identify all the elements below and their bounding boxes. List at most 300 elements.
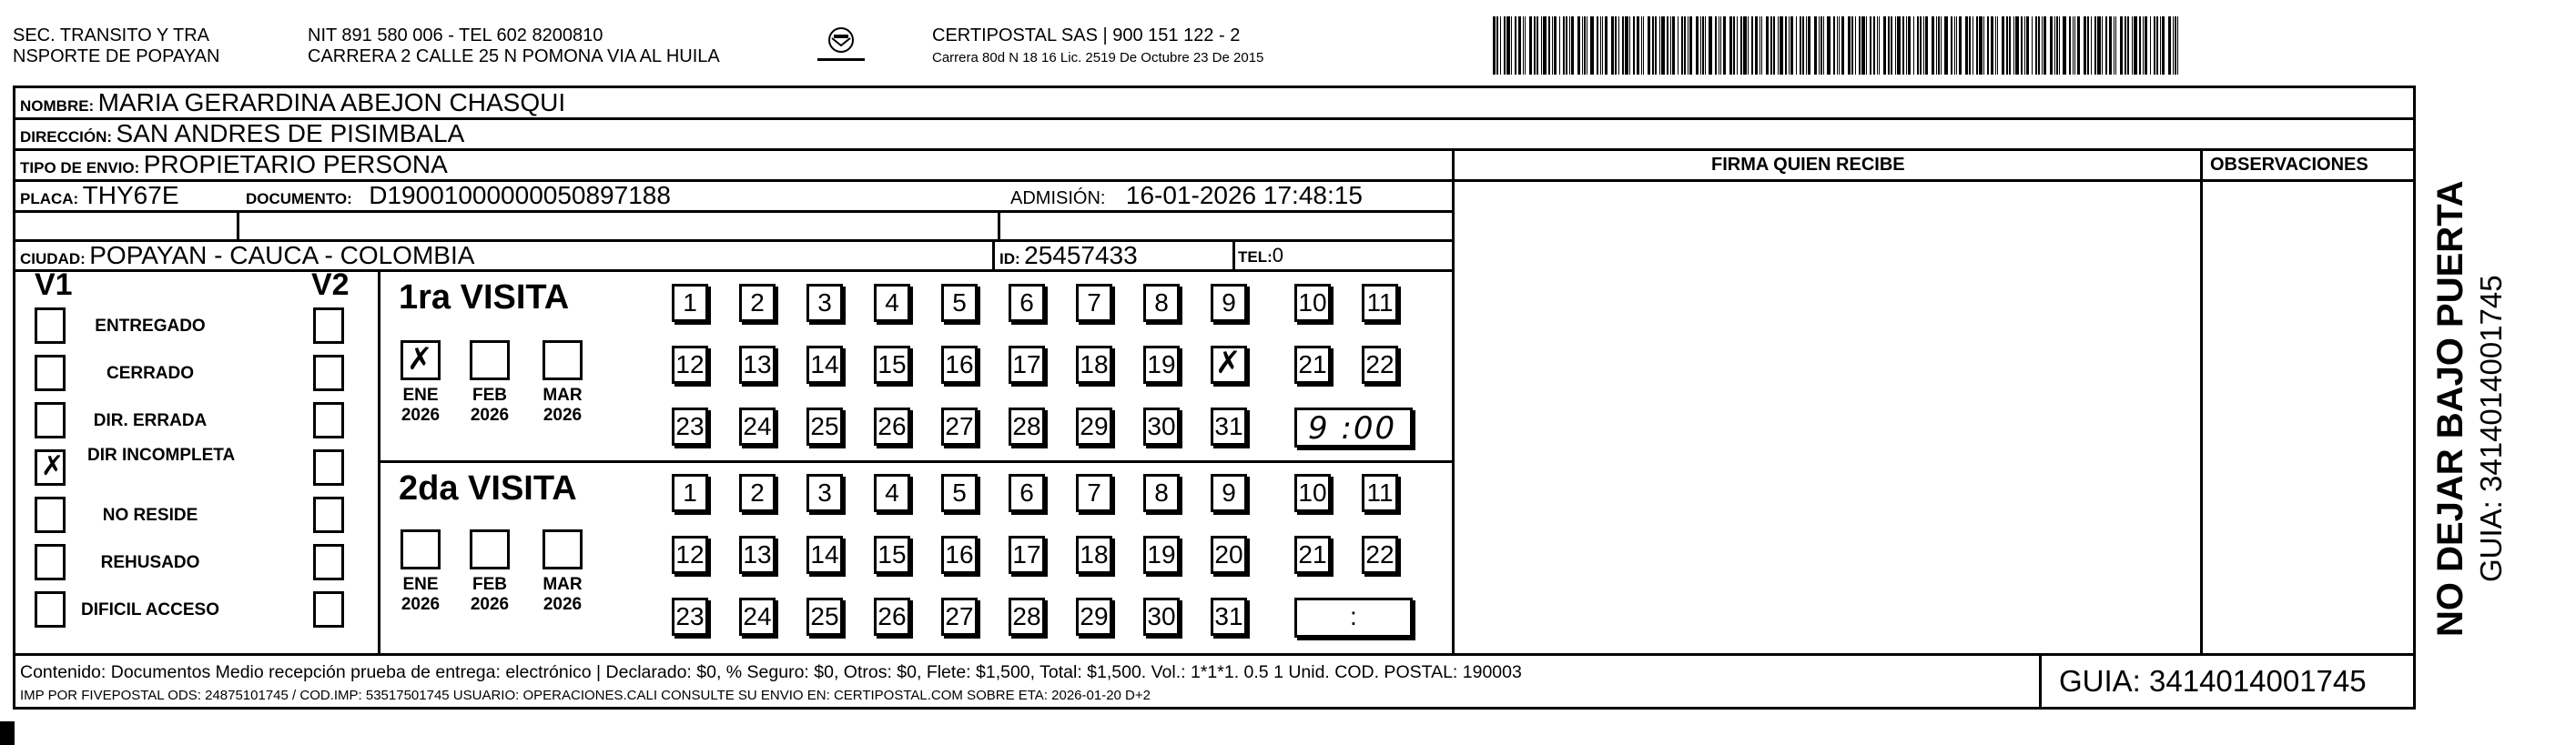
- barcode-bar: [1641, 16, 1642, 75]
- day-box-5[interactable]: 5: [941, 284, 978, 322]
- barcode-bar: [2024, 16, 2025, 75]
- day-box-6[interactable]: 6: [1009, 474, 1045, 512]
- barcode-bar: [1861, 16, 1865, 75]
- state-label: DIR INCOMPLETA: [87, 446, 236, 465]
- ciudad-value: POPAYAN - CAUCA - COLOMBIA: [89, 241, 475, 269]
- day-box-14[interactable]: 14: [806, 536, 843, 574]
- day-box-28[interactable]: 28: [1009, 598, 1045, 636]
- day-box-8[interactable]: 8: [1143, 284, 1180, 322]
- day-box-17[interactable]: 17: [1009, 536, 1045, 574]
- month-checkbox[interactable]: [543, 340, 583, 380]
- barcode-bar: [2173, 16, 2174, 75]
- day-box-12[interactable]: 12: [672, 536, 708, 574]
- barcode-bar: [1523, 16, 1524, 75]
- placa-label: PLACA:: [20, 190, 79, 207]
- day-box-5[interactable]: 5: [941, 474, 978, 512]
- state-label: DIR. ERRADA: [93, 411, 208, 430]
- day-box-12[interactable]: 12: [672, 346, 708, 384]
- barcode-bar: [1936, 16, 1937, 75]
- footer-divider: [13, 653, 2416, 656]
- barcode-bar: [1837, 16, 1838, 75]
- admision-row: [1010, 180, 1363, 216]
- barcode-bar: [1965, 16, 1968, 75]
- barcode-bar: [1839, 16, 1840, 75]
- barcode-bar: [1563, 16, 1565, 75]
- day-box-13[interactable]: 13: [739, 346, 776, 384]
- documento-row: [246, 180, 671, 216]
- tipo-value: PROPIETARIO PERSONA: [143, 150, 448, 178]
- barcode-bar: [1785, 16, 1787, 75]
- barcode-bar: [2145, 16, 2147, 75]
- barcode-bar: [1684, 16, 1686, 75]
- second-visit-time-box[interactable]: [1294, 598, 1413, 638]
- barcode-bar: [1672, 16, 1675, 75]
- barcode-bar: [1997, 16, 1998, 75]
- day-box-26[interactable]: 26: [874, 598, 910, 636]
- day-box-4[interactable]: 4: [874, 284, 910, 322]
- day-box-29[interactable]: 29: [1076, 598, 1112, 636]
- barcode-bar: [1602, 16, 1603, 75]
- barcode-bar: [1923, 16, 1924, 75]
- month-checkbox[interactable]: [401, 529, 441, 569]
- barcode-bar: [1582, 16, 1583, 75]
- barcode-bar: [1956, 16, 1957, 75]
- barcode-bar: [1661, 16, 1665, 75]
- day-box-9[interactable]: 9: [1211, 474, 1247, 512]
- year-label: 2026: [401, 406, 441, 425]
- barcode-bar: [1987, 16, 1989, 75]
- barcode-bar: [1897, 16, 1901, 75]
- barcode-bar: [1720, 16, 1721, 75]
- day-box-10[interactable]: 10: [1294, 474, 1331, 512]
- barcode-bar: [1938, 16, 1940, 75]
- barcode-bar: [2059, 16, 2060, 75]
- barcode-bar: [1688, 16, 1689, 75]
- barcode-bar: [1618, 16, 1619, 75]
- nombre-value: MARIA GERARDINA ABEJON CHASQUI: [97, 88, 566, 116]
- barcode-bar: [2162, 16, 2165, 75]
- col-divider: [998, 210, 1000, 241]
- id-value: 25457433: [1024, 241, 1138, 269]
- no-dejar-bajo-puerta: NO DEJAR BAJO PUERTA: [2430, 180, 2470, 637]
- first-visit-title: 1ra VISITA: [399, 278, 570, 317]
- barcode-bar: [1493, 16, 1496, 75]
- day-box-18[interactable]: 18: [1076, 536, 1112, 574]
- day-box-14[interactable]: 14: [806, 346, 843, 384]
- state-label: ENTREGADO: [95, 317, 206, 336]
- barcode-bar: [1559, 16, 1560, 75]
- barcode-bar: [1925, 16, 1928, 75]
- barcode-bar: [1515, 16, 1516, 75]
- month-checkbox[interactable]: [470, 529, 510, 569]
- day-box-24[interactable]: 24: [739, 408, 776, 446]
- barcode-bar: [2102, 16, 2103, 75]
- day-box-21[interactable]: 21: [1294, 346, 1331, 384]
- barcode-bar: [1715, 16, 1717, 75]
- barcode-bar: [1584, 16, 1586, 75]
- col-divider: [237, 210, 239, 241]
- day-box-4[interactable]: 4: [874, 474, 910, 512]
- barcode-bar: [1823, 16, 1824, 75]
- barcode-bar: [1806, 16, 1807, 75]
- barcode-bar: [2042, 16, 2043, 75]
- certipostal-logo-icon: [814, 24, 868, 65]
- barcode-bar: [1796, 16, 1797, 75]
- documento-label: DOCUMENTO:: [246, 190, 352, 207]
- edge-mark: [0, 721, 15, 745]
- barcode-bar: [1652, 16, 1654, 75]
- day-box-17[interactable]: 17: [1009, 346, 1045, 384]
- day-box-28[interactable]: 28: [1009, 408, 1045, 446]
- admision-value: 16-01-2026 17:48:15: [1125, 181, 1363, 209]
- barcode-bar: [2044, 16, 2046, 75]
- year-label: 2026: [470, 406, 510, 425]
- barcode-bar: [1995, 16, 1996, 75]
- barcode-bar: [1841, 16, 1844, 75]
- col-divider: [2200, 148, 2203, 655]
- month-checkbox[interactable]: [401, 340, 441, 380]
- barcode-bar: [1504, 16, 1506, 75]
- barcode-bar: [2143, 16, 2144, 75]
- barcode-bar: [2175, 16, 2176, 75]
- second-visit-title: 2da VISITA: [399, 469, 577, 508]
- barcode-bar: [1702, 16, 1704, 75]
- day-box-7[interactable]: 7: [1076, 284, 1112, 322]
- v2-checkbox[interactable]: [313, 544, 344, 580]
- barcode-bar: [1625, 16, 1628, 75]
- day-box-26[interactable]: 26: [874, 408, 910, 446]
- tel-label: TEL:: [1238, 248, 1273, 266]
- barcode-bar: [1643, 16, 1644, 75]
- barcode-bar: [2139, 16, 2141, 75]
- day-box-30[interactable]: 30: [1143, 598, 1180, 636]
- year-label: 2026: [470, 595, 510, 614]
- barcode-bar: [1983, 16, 1984, 75]
- v2-checkbox[interactable]: [313, 307, 344, 344]
- barcode-bar: [1851, 16, 1853, 75]
- barcode-bar: [2168, 16, 2171, 75]
- nit-line: NIT 891 580 006 - TEL 602 8200810: [308, 25, 603, 45]
- barcode-bar: [1908, 16, 1911, 75]
- day-box-1[interactable]: 1: [672, 284, 708, 322]
- barcode-bar: [1633, 16, 1635, 75]
- day-box-6[interactable]: 6: [1009, 284, 1045, 322]
- admision-label: ADMISIÓN:: [1010, 188, 1106, 208]
- barcode-bar: [1808, 16, 1810, 75]
- day-box-13[interactable]: 13: [739, 536, 776, 574]
- barcode-bar: [1913, 16, 1914, 75]
- barcode-bar: [1814, 16, 1817, 75]
- barcode-bar: [1655, 16, 1657, 75]
- state-label: REHUSADO: [100, 553, 200, 572]
- state-label: DIFICIL ACCESO: [80, 600, 219, 619]
- barcode-bar: [1689, 16, 1692, 75]
- barcode-bar: [1859, 16, 1861, 75]
- barcode-bar: [2050, 16, 2053, 75]
- barcode-bar: [1855, 16, 1856, 75]
- v2-checkbox[interactable]: [313, 402, 344, 438]
- day-check-mark: ✗: [1215, 345, 1242, 381]
- day-box-19[interactable]: 19: [1143, 346, 1180, 384]
- barcode-bar: [2154, 16, 2155, 75]
- documento-value: D19001000000050897188: [369, 181, 671, 209]
- barcode-bar: [2127, 16, 2129, 75]
- barcode-bar: [1637, 16, 1639, 75]
- barcode-bar: [1541, 16, 1542, 75]
- barcode-bar: [1748, 16, 1749, 75]
- barcode-bar: [2150, 16, 2151, 75]
- v1-label: V1: [35, 267, 73, 302]
- day-box-29[interactable]: 29: [1076, 408, 1112, 446]
- barcode-bar: [1571, 16, 1574, 75]
- barcode-bar: [1848, 16, 1851, 75]
- barcode-bar: [1659, 16, 1660, 75]
- barcode-bar: [1979, 16, 1983, 75]
- barcode-bar: [1954, 16, 1955, 75]
- barcode-bar: [2063, 16, 2066, 75]
- month-checkbox[interactable]: [543, 529, 583, 569]
- barcode-bar: [1605, 16, 1607, 75]
- barcode-bar: [2084, 16, 2086, 75]
- barcode-bar: [1536, 16, 1538, 75]
- barcode-bar: [1733, 16, 1735, 75]
- barcode-bar: [1866, 16, 1867, 75]
- barcode-bar: [2073, 16, 2074, 75]
- contenido-line: Contenido: Documentos Medio recepción prueba de entrega: electrónico | Declarado: $0, % Seguro: $0, Otros: $0, Flete: $1,500, Total: $1,500. Vol.: 1*1*1. 0.5 1 Unid. COD. POSTAL: 190003: [20, 662, 1522, 682]
- barcode-bar: [1548, 16, 1550, 75]
- barcode-bar: [2021, 16, 2023, 75]
- day-box-2[interactable]: 2: [739, 474, 776, 512]
- barcode-bar: [1597, 16, 1598, 75]
- ciudad-row: [20, 240, 474, 276]
- day-box-18[interactable]: 18: [1076, 346, 1112, 384]
- month-label: MAR: [543, 386, 583, 405]
- barcode-bar: [1729, 16, 1732, 75]
- day-box-25[interactable]: 25: [806, 598, 843, 636]
- id-label: ID:: [999, 250, 1020, 267]
- barcode-bar: [1611, 16, 1614, 75]
- visit-divider: [380, 460, 1455, 463]
- day-box-23[interactable]: 23: [672, 598, 708, 636]
- barcode-bar: [1902, 16, 1904, 75]
- barcode-bar: [1629, 16, 1630, 75]
- day-box-31[interactable]: 31: [1211, 408, 1247, 446]
- tel-value: 0: [1272, 244, 1284, 267]
- second-visit-time: :: [1350, 602, 1357, 630]
- day-box-11[interactable]: 11: [1362, 284, 1398, 322]
- barcode-bar: [1751, 16, 1753, 75]
- barcode-bar: [1761, 16, 1762, 75]
- placa-row: [20, 180, 179, 216]
- barcode-bar: [1820, 16, 1822, 75]
- barcode-bar: [1496, 16, 1498, 75]
- barcode-bar: [1976, 16, 1978, 75]
- barcode-bar: [1790, 16, 1793, 75]
- day-box-10[interactable]: 10: [1294, 284, 1331, 322]
- day-box-1[interactable]: 1: [672, 474, 708, 512]
- barcode-bar: [1920, 16, 1922, 75]
- year-label: 2026: [543, 406, 583, 425]
- barcode-bar: [1969, 16, 1971, 75]
- barcode-bar: [1917, 16, 1919, 75]
- barcode-bar: [1590, 16, 1594, 75]
- barcode-bar: [1506, 16, 1510, 75]
- month-label: FEB: [472, 386, 507, 405]
- barcode-bar: [1566, 16, 1567, 75]
- day-box-30[interactable]: 30: [1143, 408, 1180, 446]
- year-label: 2026: [401, 595, 441, 614]
- barcode-bar: [1622, 16, 1624, 75]
- month-check-mark: ✗: [407, 341, 433, 378]
- barcode-bar: [1773, 16, 1775, 75]
- v1-checkbox[interactable]: [35, 449, 66, 486]
- day-box-27[interactable]: 27: [941, 408, 978, 446]
- barcode-bar: [2094, 16, 2096, 75]
- edge-mark: [2558, 0, 2576, 73]
- barcode-bar: [1833, 16, 1835, 75]
- barcode-bar: [1959, 16, 1962, 75]
- barcode-bar: [1770, 16, 1772, 75]
- day-box-15[interactable]: 15: [874, 536, 910, 574]
- tel-row: [1238, 240, 1283, 274]
- day-box-22[interactable]: 22: [1362, 536, 1398, 574]
- barcode-bar: [2134, 16, 2137, 75]
- v2-checkbox[interactable]: [313, 591, 344, 628]
- month-checkbox[interactable]: [470, 340, 510, 380]
- barcode-bar: [2077, 16, 2080, 75]
- day-box-21[interactable]: 21: [1294, 536, 1331, 574]
- sender-line-2: NSPORTE DE POPAYAN: [13, 46, 220, 66]
- barcode-bar: [1873, 16, 1876, 75]
- tipo-label: TIPO DE ENVIO:: [20, 159, 140, 176]
- barcode-bar: [1534, 16, 1536, 75]
- day-box-25[interactable]: 25: [806, 408, 843, 446]
- barcode-bar: [2125, 16, 2126, 75]
- v1-check-mark: ✗: [41, 450, 65, 482]
- day-box-16[interactable]: 16: [941, 346, 978, 384]
- barcode-bar: [1525, 16, 1526, 75]
- day-box-19[interactable]: 19: [1143, 536, 1180, 574]
- barcode-bar: [2114, 16, 2115, 75]
- month-label: MAR: [543, 575, 583, 594]
- id-row: [999, 240, 1138, 276]
- day-box-3[interactable]: 3: [806, 474, 843, 512]
- barcode-bar: [1877, 16, 1878, 75]
- barcode-bar: [2013, 16, 2014, 75]
- barcode-bar: [1681, 16, 1683, 75]
- barcode-bar: [1906, 16, 1907, 75]
- barcode-bar: [1543, 16, 1547, 75]
- day-box-27[interactable]: 27: [941, 598, 978, 636]
- barcode-bar: [1895, 16, 1896, 75]
- barcode-bar: [1883, 16, 1886, 75]
- first-visit-time-box[interactable]: [1294, 408, 1413, 448]
- col-divider: [1232, 239, 1235, 270]
- day-box-23[interactable]: 23: [672, 408, 708, 446]
- day-box-7[interactable]: 7: [1076, 474, 1112, 512]
- barcode-bar: [1723, 16, 1726, 75]
- barcode-bar: [1554, 16, 1557, 75]
- placa-value: THY67E: [82, 181, 179, 209]
- barcode-bar: [1941, 16, 1942, 75]
- barcode-bar: [2074, 16, 2075, 75]
- observaciones-label: OBSERVACIONES: [2210, 155, 2368, 175]
- barcode-bar: [2069, 16, 2071, 75]
- barcode-bar: [1766, 16, 1769, 75]
- v2-checkbox[interactable]: [313, 497, 344, 533]
- imp-line: IMP POR FIVEPOSTAL ODS: 24875101745 / COD.IMP: 53517501745 USUARIO: OPERACIONES.CALI CONSULTE SU ENVIO EN: CERTIPOSTAL.COM SOBRE ETA: 2026-01-20 D+2: [20, 688, 1151, 703]
- barcode-bar: [2105, 16, 2107, 75]
- barcode-bar: [1696, 16, 1699, 75]
- barcode-bar: [2132, 16, 2133, 75]
- barcode-bar: [1743, 16, 1747, 75]
- barcode-bar: [1991, 16, 1993, 75]
- v2-checkbox[interactable]: [313, 355, 344, 391]
- barcode-bar: [1670, 16, 1671, 75]
- barcode-bar: [2156, 16, 2158, 75]
- day-box-31[interactable]: 31: [1211, 598, 1247, 636]
- day-box-16[interactable]: 16: [941, 536, 978, 574]
- barcode-bar: [1552, 16, 1553, 75]
- barcode-bar: [1800, 16, 1801, 75]
- day-box-11[interactable]: 11: [1362, 474, 1398, 512]
- month-label: ENE: [402, 386, 439, 405]
- barcode-bar: [1569, 16, 1570, 75]
- day-box-8[interactable]: 8: [1143, 474, 1180, 512]
- barcode-bar: [2109, 16, 2112, 75]
- v2-checkbox[interactable]: [313, 449, 344, 486]
- barcode-bar: [2038, 16, 2040, 75]
- barcode-bar: [1577, 16, 1580, 75]
- month-label: ENE: [402, 575, 439, 594]
- col-divider: [992, 239, 995, 270]
- barcode-bar: [2097, 16, 2101, 75]
- day-box-20[interactable]: 20: [1211, 536, 1247, 574]
- barcode-bar: [2054, 16, 2055, 75]
- day-box-20[interactable]: [1211, 346, 1247, 384]
- day-box-15[interactable]: 15: [874, 346, 910, 384]
- barcode-bar: [1648, 16, 1650, 75]
- day-box-9[interactable]: 9: [1211, 284, 1247, 322]
- day-box-24[interactable]: 24: [739, 598, 776, 636]
- barcode-bar: [1667, 16, 1668, 75]
- barcode-bar: [1888, 16, 1890, 75]
- barcode-bar: [1518, 16, 1521, 75]
- company-address: Carrera 80d N 18 16 Lic. 2519 De Octubre 23 De 2015: [932, 50, 1264, 65]
- barcode-bar: [2006, 16, 2008, 75]
- barcode-bar: [2091, 16, 2092, 75]
- day-box-3[interactable]: 3: [806, 284, 843, 322]
- col-divider: [1452, 148, 1455, 655]
- company-line: CERTIPOSTAL SAS | 900 151 122 - 2: [932, 25, 1241, 45]
- barcode-bar: [1700, 16, 1701, 75]
- day-box-2[interactable]: 2: [739, 284, 776, 322]
- barcode-bar: [1778, 16, 1779, 75]
- ciudad-label: CIUDAD:: [20, 250, 86, 267]
- barcode-bar: [1879, 16, 1880, 75]
- barcode: [1493, 16, 2181, 75]
- barcode-bar: [1500, 16, 1501, 75]
- barcode-bar: [1802, 16, 1804, 75]
- day-box-22[interactable]: 22: [1362, 346, 1398, 384]
- barcode-bar: [1709, 16, 1712, 75]
- barcode-bar: [2120, 16, 2123, 75]
- barcode-bar: [1600, 16, 1601, 75]
- v2-label: V2: [311, 267, 350, 302]
- direccion-label: DIRECCIÓN:: [20, 128, 113, 146]
- barcode-bar: [1740, 16, 1742, 75]
- barcode-bar: [1789, 16, 1790, 75]
